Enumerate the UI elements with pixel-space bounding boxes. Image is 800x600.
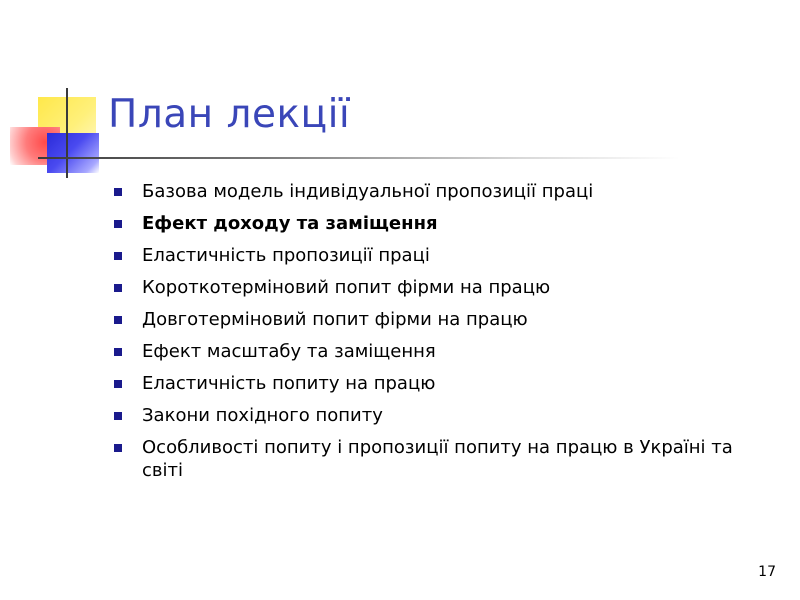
list-item-text: Еластичність пропозиції праці — [142, 245, 430, 266]
list-item — [112, 308, 772, 331]
list-item-text: Закони похідного попиту — [142, 405, 383, 426]
square-bullet-icon — [114, 220, 122, 228]
list-item — [112, 404, 772, 427]
list-item-text: Короткотерміновий попит фірми на працю — [142, 277, 551, 298]
decorative-corner-graphic — [0, 80, 120, 180]
title-underline — [40, 157, 680, 159]
list-item-text: Ефект доходу та заміщення — [142, 213, 438, 234]
square-bullet-icon — [114, 348, 122, 356]
list-item — [112, 436, 772, 482]
list-item — [112, 372, 772, 395]
list-item-text: Базова модель індивідуальної пропозиції праці — [142, 181, 594, 202]
vertical-accent-line — [66, 88, 68, 178]
list-item-text: Особливості попиту і пропозиції попиту на працю в Україні та світі — [142, 437, 733, 481]
list-item-text: Ефект масштабу та заміщення — [142, 341, 436, 362]
slide-title: План лекції — [108, 92, 351, 137]
page-number: 17 — [758, 564, 776, 580]
list-item — [112, 244, 772, 267]
list-item — [112, 180, 772, 203]
list-item — [112, 212, 772, 235]
lecture-plan-list — [112, 180, 772, 491]
list-item-text: Довготерміновий попит фірми на працю — [142, 309, 528, 330]
list-item-text: Еластичність попиту на працю — [142, 373, 436, 394]
list-item — [112, 340, 772, 363]
square-bullet-icon — [114, 412, 122, 420]
list-item — [112, 276, 772, 299]
square-bullet-icon — [114, 316, 122, 324]
square-bullet-icon — [114, 444, 122, 452]
square-bullet-icon — [114, 252, 122, 260]
blue-square-decoration — [47, 133, 99, 173]
square-bullet-icon — [114, 188, 122, 196]
square-bullet-icon — [114, 380, 122, 388]
square-bullet-icon — [114, 284, 122, 292]
